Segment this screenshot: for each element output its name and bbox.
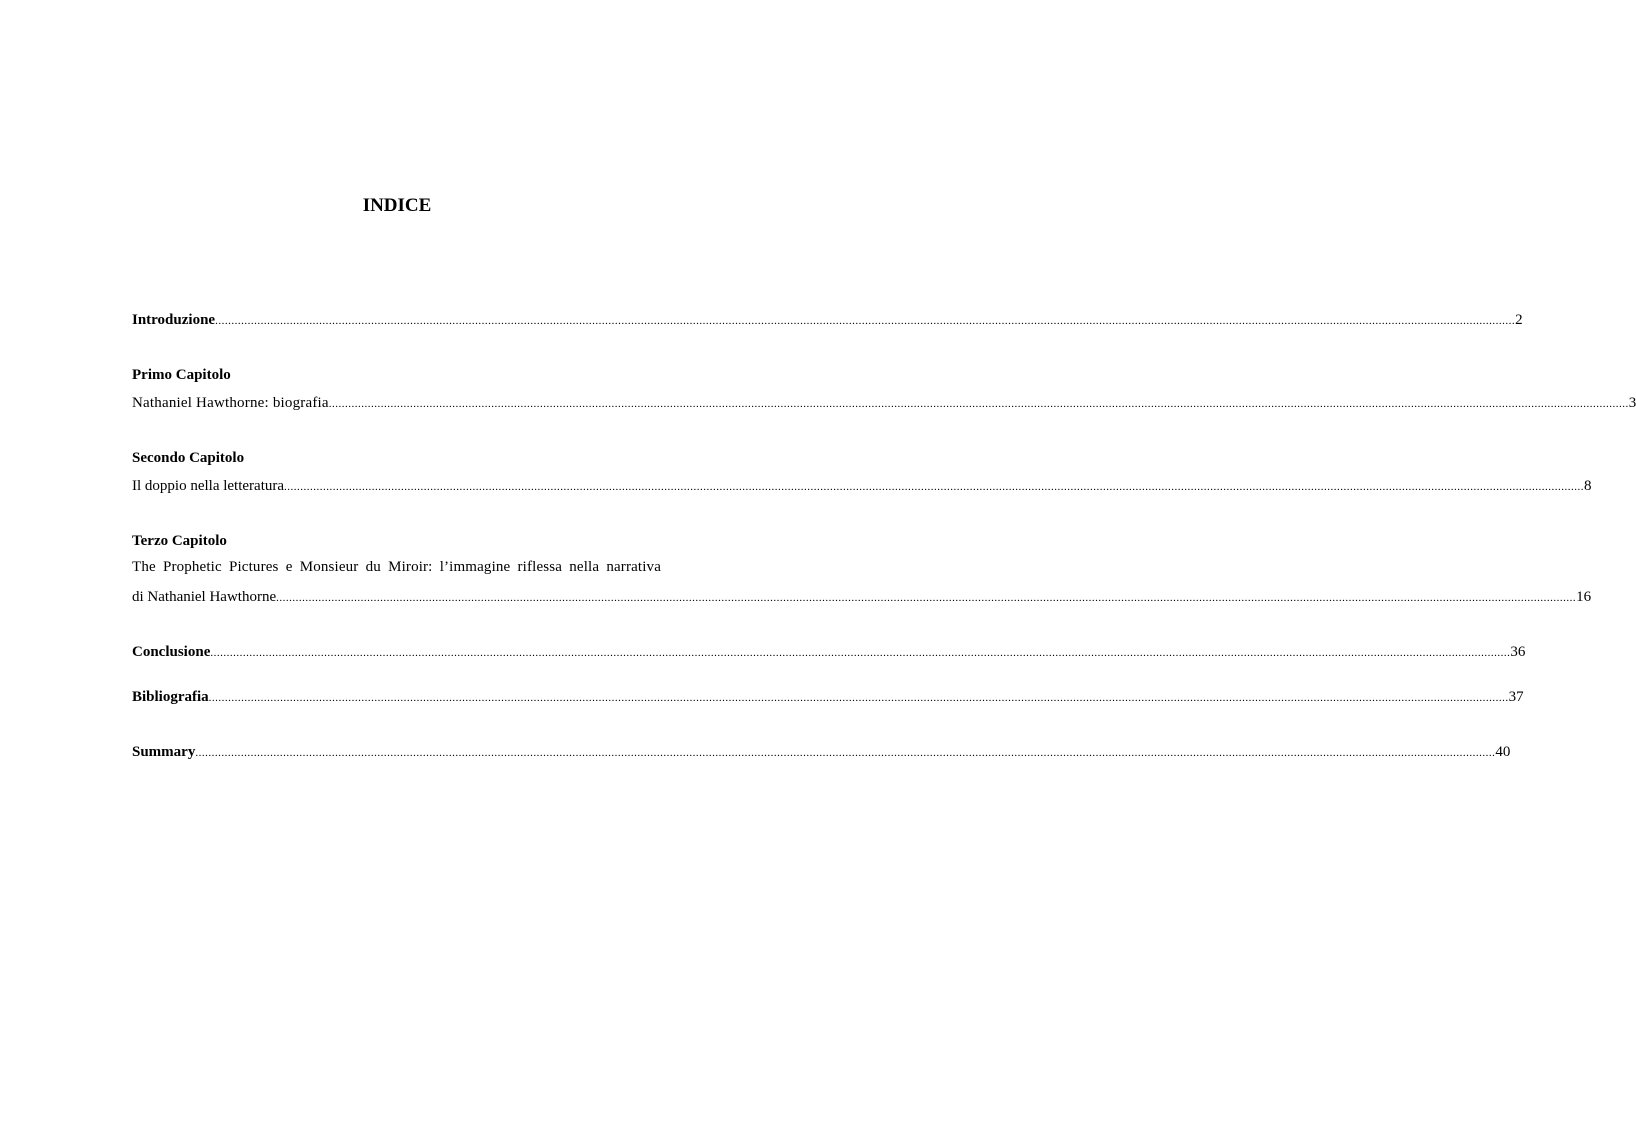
toc-page-number: 3: [1628, 395, 1636, 411]
toc-entry-primo[interactable]: [132, 393, 1636, 414]
toc-label: di Nathaniel Hawthorne: [132, 589, 277, 605]
toc-page-number: 2: [1515, 312, 1523, 328]
dot-leader: ................................................................................................................................................................................................................................................................................................................................................................................................................: [210, 647, 1511, 659]
toc-label: Conclusione: [132, 644, 211, 660]
toc-label: Introduzione: [132, 312, 216, 328]
toc-entry-bibliografia[interactable]: [132, 687, 1524, 708]
toc-page-number: 36: [1510, 644, 1526, 660]
dot-leader: ................................................................................................................................................................................................................................................................................................................................................................................................................: [284, 481, 1585, 493]
toc-label: Summary: [132, 744, 196, 760]
chapter-heading-primo: Primo Capitolo: [132, 367, 231, 383]
chapter-heading-secondo: Secondo Capitolo: [132, 450, 245, 466]
toc-label: Bibliografia: [132, 689, 209, 705]
toc-entry-introduzione[interactable]: [132, 310, 1523, 331]
toc-entry-terzo[interactable]: [132, 587, 1592, 608]
dot-leader: ................................................................................................................................................................................................................................................................................................................................................................................................................: [215, 315, 1516, 327]
toc-entry-secondo[interactable]: [132, 476, 1592, 497]
dot-leader: ................................................................................................................................................................................................................................................................................................................................................................................................................: [208, 692, 1509, 704]
toc-label: Il doppio nella letteratura: [132, 478, 285, 494]
toc-page-number: 16: [1576, 589, 1592, 605]
dot-leader: ................................................................................................................................................................................................................................................................................................................................................................................................................: [328, 398, 1629, 410]
chapter-heading-terzo: Terzo Capitolo: [132, 533, 227, 549]
toc-page-number: 37: [1508, 689, 1524, 705]
dot-leader: ................................................................................................................................................................................................................................................................................................................................................................................................................: [276, 592, 1577, 604]
toc-label: Nathaniel Hawthorne: biografia: [132, 395, 329, 411]
toc-entry-summary[interactable]: [132, 742, 1511, 763]
toc-page-number: 8: [1584, 478, 1592, 494]
page-title: INDICE: [362, 195, 432, 216]
toc-page-number: 40: [1495, 744, 1511, 760]
toc-entry-conclusione[interactable]: [132, 642, 1526, 663]
dot-leader: ................................................................................................................................................................................................................................................................................................................................................................................................................: [195, 747, 1496, 759]
toc-label-line1[interactable]: The Prophetic Pictures e Monsieur du Miroir: l’immagine riflessa nella narrativa: [132, 559, 661, 575]
